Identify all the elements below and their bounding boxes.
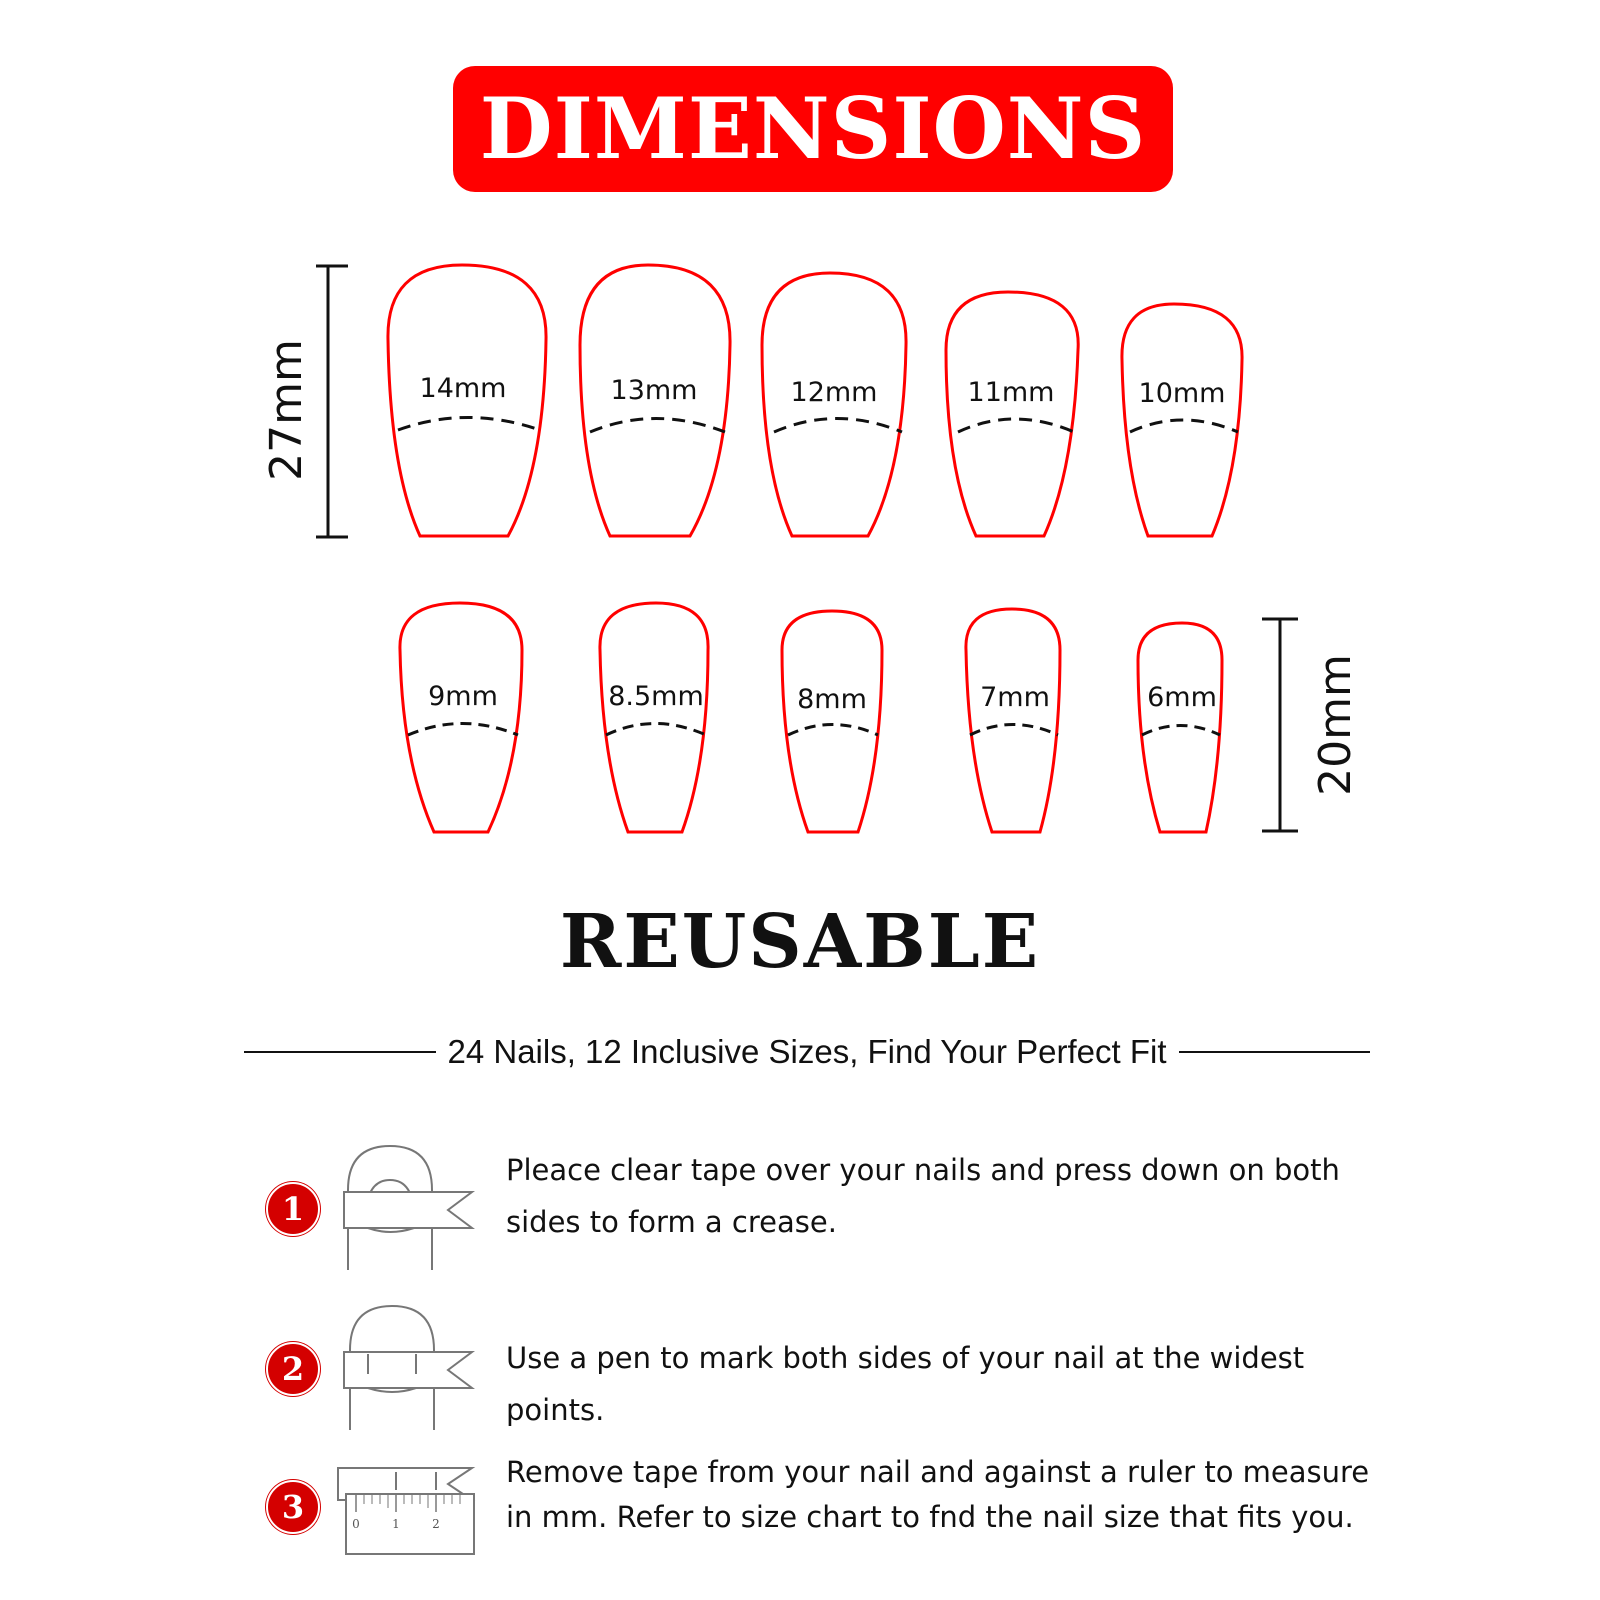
nail-11mm [946, 292, 1078, 536]
nail-size-label: 10mm [1138, 378, 1226, 409]
subtitle: 24 Nails, 12 Inclusive Sizes, Find Your Perfect Fit [447, 1033, 1167, 1070]
length-indicator-small [1262, 619, 1361, 831]
nail-size-label: 6mm [1147, 682, 1217, 713]
nail-size-label: 12mm [790, 377, 878, 408]
nail-size-label: 11mm [967, 377, 1055, 408]
length-indicator-large [261, 266, 348, 537]
nail-10mm [1122, 304, 1242, 536]
nail-8mm [782, 611, 882, 832]
step-number-2: 2 [266, 1342, 320, 1396]
nail-14mm [388, 265, 546, 536]
step-text-1: Pleace clear tape over your nails and press down on both sides to form a crease. [506, 1153, 1340, 1239]
nail-7mm [966, 609, 1060, 832]
step-text-2: Use a pen to mark both sides of your nail at the widest points. [506, 1341, 1305, 1427]
divider-right [1179, 1051, 1371, 1053]
step-2 [266, 1300, 1376, 1435]
ruler-tick-2: 2 [432, 1517, 440, 1531]
step-number-3: 3 [266, 1480, 320, 1534]
nail-size-label: 7mm [980, 682, 1050, 713]
pen-mark-nail-icon [336, 1300, 476, 1435]
nail-size-label: 14mm [419, 373, 507, 404]
step-3 [266, 1455, 1376, 1560]
nail-12mm [762, 273, 906, 536]
length-label-large: 27mm [261, 339, 312, 481]
divider-left [244, 1051, 436, 1053]
nail-6mm [1138, 623, 1222, 832]
length-label-small: 20mm [1310, 654, 1361, 796]
nail-9mm [400, 603, 522, 832]
step-text-3: Remove tape from your nail and against a ruler to measure in mm. Refer to size chart to fnd the nail size that fits you. [506, 1455, 1370, 1534]
nail-size-label: 13mm [610, 375, 698, 406]
tape-over-nail-icon [336, 1140, 476, 1275]
nail-size-label: 8mm [797, 684, 867, 715]
ruler-measure-icon [336, 1460, 476, 1560]
ruler-tick-1: 1 [392, 1517, 400, 1531]
nail-8.5mm [600, 603, 708, 832]
nail-13mm [580, 265, 730, 536]
nail-size-label: 8.5mm [608, 681, 704, 712]
subtitle-row [244, 1030, 1370, 1074]
ruler-tick-0: 0 [352, 1517, 360, 1531]
nail-size-label: 9mm [428, 681, 498, 712]
step-1 [266, 1140, 1376, 1275]
page-title: DIMENSIONS [479, 79, 1147, 178]
step-number-1: 1 [266, 1182, 320, 1236]
reusable-heading: REUSABLE [559, 899, 1041, 985]
